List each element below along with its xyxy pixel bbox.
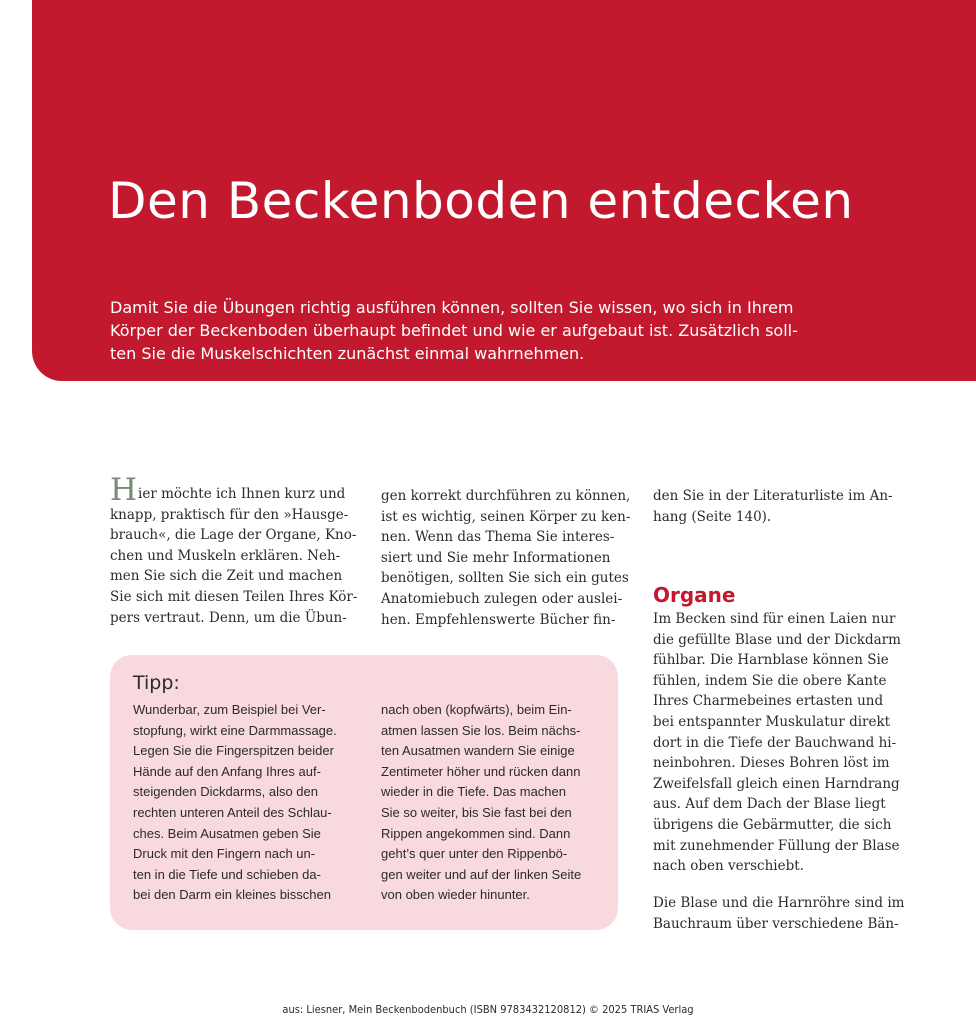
intro-paragraph	[110, 296, 850, 365]
tip-line: bei den Darm ein kleines bisschen	[133, 887, 331, 903]
text-line: chen und Muskeln erklären. Neh-	[110, 547, 341, 564]
tip-line: von oben wieder hinunter.	[381, 887, 530, 903]
tip-line: ten Ausatmen wandern Sie einige	[381, 743, 575, 759]
text-line: knapp, praktisch für den »Hausge-	[110, 506, 349, 523]
text-line: Bauchraum über verschiedene Bän-	[653, 915, 899, 932]
tip-line: steigenden Dickdarms, also den	[133, 784, 318, 800]
text-line: men Sie sich die Zeit und machen	[110, 568, 343, 585]
section-heading-organe: Organe	[653, 582, 736, 607]
text-line: nen. Wenn das Thema Sie interes-	[381, 529, 615, 546]
tip-line: Sie so weiter, bis Sie fast bei den	[381, 804, 572, 820]
tip-line: ten in die Tiefe und schieben da-	[133, 866, 321, 882]
intro-line: Damit Sie die Übungen richtig ausführen können, sollten Sie wissen, wo sich in Ihrem	[110, 298, 794, 317]
text-line: Die Blase und die Harnröhre sind im	[653, 895, 905, 911]
tip-line: Hände auf den Anfang Ihres auf-	[133, 763, 321, 779]
text-line: fühlbar. Die Harnblase können Sie	[653, 652, 889, 669]
text-line: Zweifelsfall gleich einen Harndrang	[653, 775, 900, 792]
tip-column-right	[381, 700, 616, 906]
organe-paragraph-1	[653, 609, 901, 877]
text-column-2	[381, 486, 631, 630]
text-line: fühlen, indem Sie die obere Kante	[653, 672, 887, 689]
tip-line: Druck mit den Fingern nach un-	[133, 846, 316, 862]
text-line: die gefüllte Blase und der Dickdarm	[653, 631, 901, 648]
text-column-1	[110, 472, 358, 628]
drop-cap: H	[110, 472, 138, 508]
tip-line: geht’s quer unter den Rippenbö-	[381, 846, 568, 862]
text-line: brauch«, die Lage der Organe, Kno-	[110, 527, 357, 544]
text-line: hen. Empfehlenswerte Bücher fin-	[381, 611, 616, 628]
tip-line: stopfung, wirkt eine Darmmassage.	[133, 722, 337, 738]
tip-line: atmen lassen Sie los. Beim nächs-	[381, 722, 581, 738]
tip-line: ches. Beim Ausatmen geben Sie	[133, 825, 321, 841]
text-line: siert und Sie mehr Informationen	[381, 549, 611, 566]
page-title: Den Beckenboden entdecken	[108, 171, 854, 230]
text-line: aus. Auf dem Dach der Blase liegt	[653, 796, 886, 813]
text-column-3-top	[653, 486, 893, 527]
tip-line: Wunderbar, zum Beispiel bei Ver-	[133, 702, 326, 717]
text-line: nach oben verschiebt.	[653, 858, 804, 875]
text-line: Sie sich mit diesen Teilen Ihres Kör-	[110, 588, 358, 605]
tip-column-left	[133, 700, 368, 906]
text-line: gen korrekt durchführen zu können,	[381, 488, 631, 504]
tip-line: wieder in die Tiefe. Das machen	[381, 784, 566, 800]
text-line: bei entspannter Muskulatur direkt	[653, 713, 891, 730]
text-line: hang (Seite 140).	[653, 508, 772, 525]
tip-line: Legen Sie die Fingerspitzen beider	[133, 743, 334, 759]
tip-line: gen weiter und auf der linken Seite	[381, 866, 582, 882]
tip-line: Rippen angekommen sind. Dann	[381, 825, 571, 841]
text-line: pers vertraut. Denn, um die Übun-	[110, 609, 347, 626]
text-line: Ihres Charmebeines ertasten und	[653, 693, 884, 710]
tip-title: Tipp:	[133, 672, 180, 694]
intro-line: ten Sie die Muskelschichten zunächst einmal wahrnehmen.	[110, 344, 585, 363]
text-line: Im Becken sind für einen Laien nur	[653, 611, 896, 627]
text-line: dort in die Tiefe der Bauchwand hi-	[653, 734, 897, 751]
tip-line: nach oben (kopfwärts), beim Ein-	[381, 702, 572, 717]
text-line: neinbohren. Dieses Bohren löst im	[653, 755, 890, 772]
organe-paragraph-2	[653, 893, 905, 934]
tip-line: Zentimeter höher und rücken dann	[381, 763, 581, 779]
first-line	[110, 472, 350, 508]
text-line: mit zunehmender Füllung der Blase	[653, 837, 900, 854]
text-line: Anatomiebuch zulegen oder auslei-	[381, 590, 623, 607]
text-line: ist es wichtig, seinen Körper zu ken-	[381, 508, 631, 525]
text-line: den Sie in der Literaturliste im An-	[653, 488, 893, 504]
source-footer: aus: Liesner, Mein Beckenbodenbuch (ISBN 9783432120812) © 2025 TRIAS Verlag	[282, 1003, 694, 1016]
first-line-text: ier möchte ich Ihnen kurz und	[138, 486, 346, 502]
text-line: benötigen, sollten Sie sich ein gutes	[381, 570, 629, 587]
tip-line: rechten unteren Anteil des Schlau-	[133, 804, 332, 820]
intro-line: Körper der Beckenboden überhaupt befindet und wie er aufgebaut ist. Zusätzlich soll-	[110, 321, 798, 340]
text-line: übrigens die Gebärmutter, die sich	[653, 816, 892, 833]
